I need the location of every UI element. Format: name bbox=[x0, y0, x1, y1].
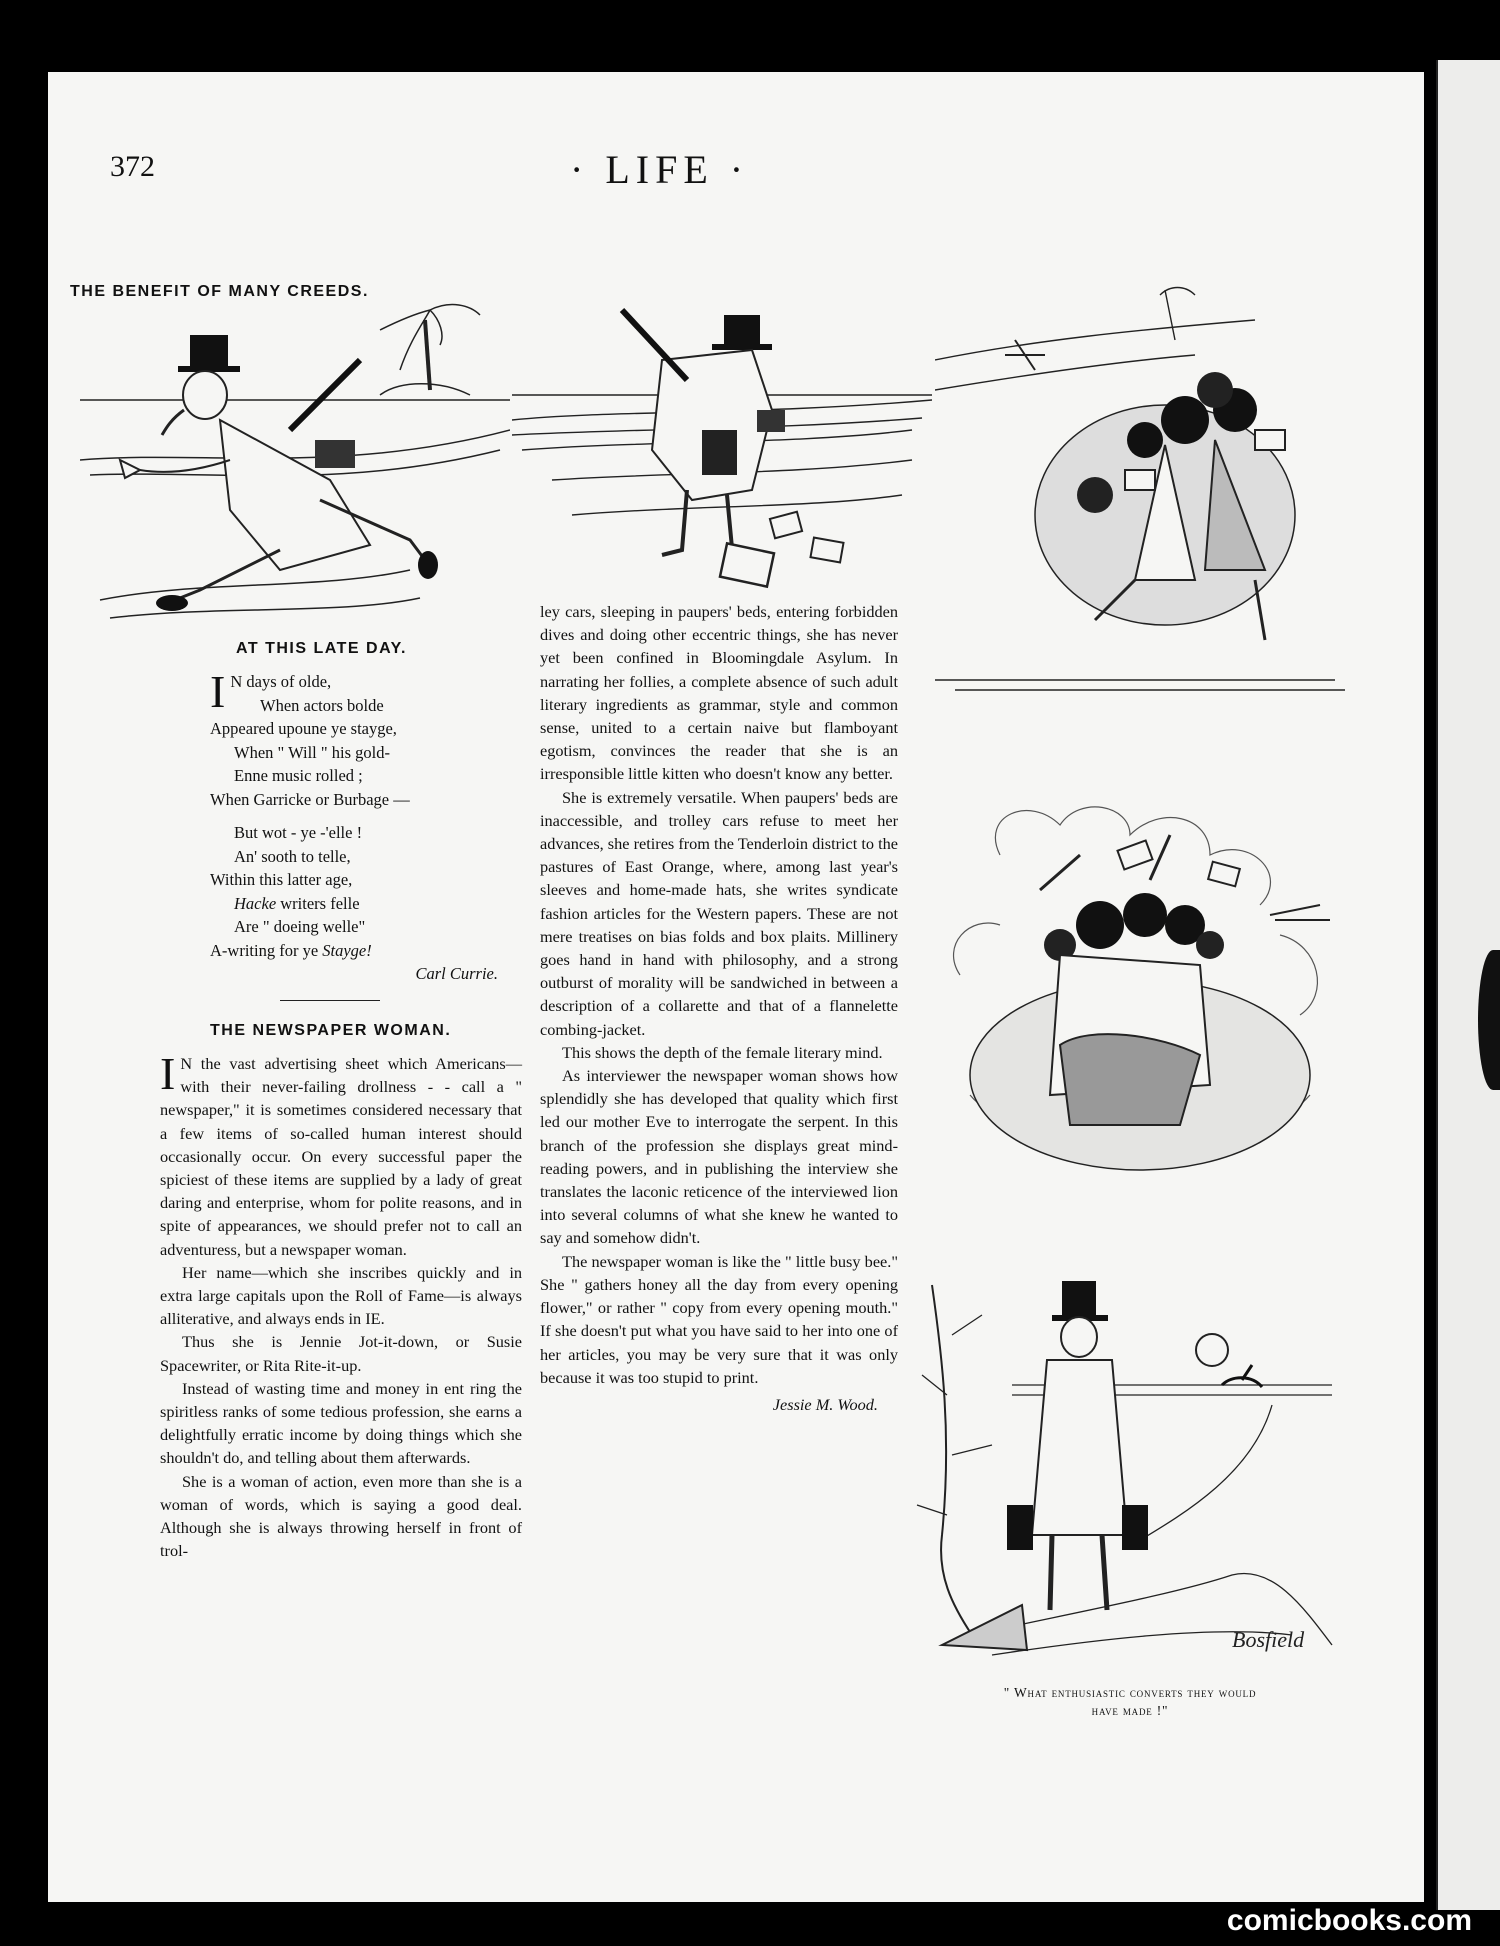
cartoon-brawl-scene bbox=[940, 795, 1340, 1215]
poem-line-9: Within this latter age, bbox=[210, 870, 353, 889]
poem-line-3: Appeared upoune ye stayge, bbox=[210, 719, 397, 738]
poem-dropcap: I bbox=[210, 666, 226, 717]
poem-line-5: Enne music rolled ; bbox=[234, 766, 363, 785]
cartoon-caption-line-1: " What enthusiastic converts they would bbox=[1003, 1685, 1257, 1700]
article-paragraph-9: As interviewer the newspaper woman shows how splendidly she has developed that quality which first led our mother Eve to interrogate the serpent. In this branch of the profession she displays great mind-reading powers, and in publishing the interview she translates the laconic reticence of the interviewed lion into several columns of what she knew he wanted to say and somehow didn't. bbox=[540, 1066, 898, 1248]
masthead-life: · LIFE · bbox=[570, 147, 750, 192]
cartoon-running-man bbox=[80, 300, 510, 630]
article-column-left bbox=[160, 1048, 522, 1562]
poem-line-2: When actors bolde bbox=[260, 695, 384, 715]
article-paragraph-4: Instead of wasting time and money in ent ring the spiritless ranks of some tedious profession, she earns a delightfully erratic income by doing things which she shouldn't do, and telling about them afterwards. bbox=[160, 1378, 522, 1468]
poem-line-7: But wot - ye -'elle ! bbox=[234, 823, 363, 842]
cartoon-falling-book bbox=[715, 540, 785, 600]
poem-line-10: writers felle bbox=[280, 893, 360, 913]
poem-line-11: Are " doeing welle" bbox=[234, 917, 366, 936]
article-column-middle bbox=[540, 600, 898, 1416]
poem-line-12: A-writing for ye bbox=[210, 940, 323, 960]
article-paragraph-10: The newspaper woman is like the " little busy bee." She " gathers honey all the day from every opening flower," or rather " copy from every opening mouth." If she doesn't put what you have said to her into one of her articles, you may be very sure that it was only because it was too stupid to print. bbox=[540, 1251, 898, 1387]
section-divider bbox=[280, 1000, 380, 1001]
article-author: Jessie M. Wood. bbox=[772, 1394, 878, 1414]
article-paragraph-8: This shows the depth of the female literary mind. bbox=[562, 1042, 883, 1062]
facing-page-edge bbox=[1436, 60, 1500, 1910]
article-paragraph-5: She is a woman of action, even more than she is a woman of words, which is saying a good deal. Although she is always throwing herself in front of trol- bbox=[160, 1471, 522, 1561]
facing-page-ink-blot bbox=[1478, 950, 1500, 1090]
cartoon-man-watching-sea bbox=[912, 1275, 1342, 1675]
poem-line-8: An' sooth to telle, bbox=[234, 846, 351, 866]
poem-line-6: When Garricke or Burbage — bbox=[210, 789, 410, 809]
poem-line-1: N days of olde, bbox=[230, 672, 332, 691]
poem-signature: Carl Currie. bbox=[415, 964, 498, 983]
poem-italic-hacke: Hacke bbox=[234, 893, 277, 913]
article-paragraph-1: N the vast advertising sheet which Americans—with their never-failing drollness - - call a " newspaper," it is sometimes considered necessary that a few items of so-called human interest should occasionally occur. On every successful paper the spiciest of these items are supplied by a lady of great daring and enterprise, whom for polite reasons, and in spite of appearances, we should prefer not to call an adventuress, but a newspaper woman. bbox=[160, 1054, 522, 1259]
article-paragraph-6: ley cars, sleeping in paupers' beds, entering forbidden dives and doing other eccentric things, she has never yet been confined in Bloomingdale Asylum. In narrating her follies, a complete absence of such adult literary ingredients as grammar, style and common sense, united to a certain naive but flamboyant egotism, convinces the reader that she is an irresponsible little kitten who doesn't know any better. bbox=[540, 602, 898, 784]
poem-line-4: When " Will " his gold- bbox=[234, 742, 390, 762]
article-paragraph-3: Thus she is Jennie Jot-it-down, or Susie Spacewriter, or Rita Rite-it-up. bbox=[160, 1332, 522, 1375]
poem-body bbox=[210, 666, 510, 986]
cartoon-caption bbox=[930, 1684, 1330, 1720]
article-dropcap: I bbox=[160, 1048, 176, 1099]
article-paragraph-7: She is extremely versatile. When paupers' beds are inaccessible, and trolley cars refuse to meet her advances, she retires from the Tenderloin district to the pastures of East Orange, where, among last year's sleeves and home-made hats, she writes syndicate fashion articles for the Western papers. These are not mere treatises on bias folds and box plaits. Millinery goes hand in hand with philosophy, and a strong outburst of morality will be sandwiched in between a description of a collarette and that of a flannelette combing-jacket. bbox=[540, 787, 898, 1039]
cartoon-women-reading-books bbox=[935, 280, 1345, 700]
page-number: 372 bbox=[110, 150, 155, 183]
artist-signature: Bosfield bbox=[1232, 1627, 1305, 1652]
article-title: THE NEWSPAPER WOMAN. bbox=[210, 1022, 452, 1039]
cartoon-series-title: THE BENEFIT OF MANY CREEDS. bbox=[70, 283, 369, 300]
poem-title: AT THIS LATE DAY. bbox=[236, 640, 407, 657]
poem-italic-stayge: Stayge! bbox=[322, 940, 372, 960]
article-paragraph-2: Her name—which she inscribes quickly and in extra large capitals upon the Roll of Fame—is always alliterative, and always ends in IE. bbox=[160, 1262, 522, 1329]
cartoon-caption-line-2: have made !" bbox=[1091, 1703, 1169, 1718]
site-watermark: comicbooks.com bbox=[1226, 1904, 1472, 1937]
